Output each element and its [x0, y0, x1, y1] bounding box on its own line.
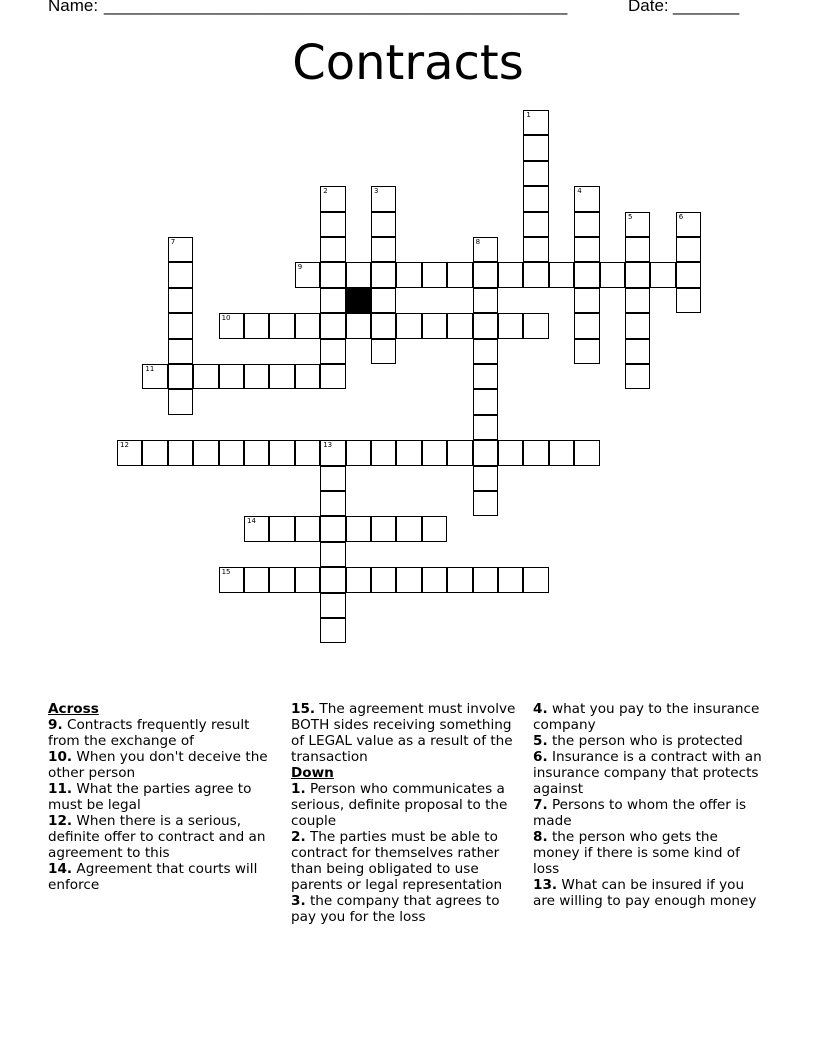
grid-cell[interactable] — [168, 339, 193, 364]
grid-cell[interactable] — [473, 466, 498, 491]
name-blank-line[interactable]: _________________________________________________ — [104, 0, 568, 15]
grid-cell[interactable] — [574, 339, 599, 364]
grid-cell[interactable] — [625, 288, 650, 313]
clue-text: what you pay to the insurance company — [533, 701, 760, 733]
grid-cell[interactable] — [371, 339, 396, 364]
grid-cell[interactable] — [193, 364, 218, 389]
grid-cell[interactable] — [447, 262, 472, 287]
cell-number: 14 — [247, 517, 256, 526]
grid-cell[interactable] — [320, 262, 345, 287]
cell-number: 1 — [526, 111, 531, 119]
grid-cell[interactable] — [625, 339, 650, 364]
clue-number: 7. — [533, 797, 548, 813]
grid-cell[interactable] — [473, 491, 498, 516]
clue-text: Insurance is a contract with an insurance company that protects against — [533, 749, 762, 797]
grid-cell[interactable] — [396, 567, 421, 592]
grid-cell[interactable] — [676, 262, 701, 287]
grid-cell[interactable] — [625, 364, 650, 389]
grid-cell[interactable] — [523, 440, 548, 465]
clue-text: Person who communicates a serious, definite proposal to the couple — [291, 781, 508, 829]
clue-text: The agreement must involve BOTH sides receiving something of LEGAL value as a result of the transaction — [291, 701, 516, 765]
clue-number: 2. — [291, 829, 306, 845]
clue-number: 4. — [533, 701, 548, 717]
grid-cell[interactable] — [295, 567, 320, 592]
clue-number: 14. — [48, 861, 73, 877]
clue-down-13 — [533, 877, 768, 909]
grid-cell[interactable] — [422, 313, 447, 338]
grid-cell[interactable] — [574, 313, 599, 338]
clue-across-11 — [48, 781, 283, 813]
grid-cell[interactable] — [549, 440, 574, 465]
grid-cell[interactable] — [473, 567, 498, 592]
grid-cell[interactable] — [498, 440, 523, 465]
grid-cell[interactable] — [168, 364, 193, 389]
grid-cell[interactable] — [523, 262, 548, 287]
grid-cell[interactable] — [676, 212, 701, 237]
grid-cell[interactable] — [498, 262, 523, 287]
grid-cell[interactable] — [422, 262, 447, 287]
grid-cell[interactable] — [676, 237, 701, 262]
grid-cell[interactable] — [447, 567, 472, 592]
clue-across-14 — [48, 861, 283, 893]
grid-cell[interactable] — [473, 339, 498, 364]
grid-cell[interactable] — [422, 440, 447, 465]
grid-cell[interactable] — [244, 364, 269, 389]
grid-cell[interactable] — [574, 237, 599, 262]
across-heading: Across — [48, 701, 99, 717]
grid-cell[interactable] — [625, 313, 650, 338]
clue-number: 8. — [533, 829, 548, 845]
grid-cell[interactable] — [295, 262, 320, 287]
grid-cell[interactable] — [320, 186, 345, 211]
grid-cell[interactable] — [320, 364, 345, 389]
cell-number: 6 — [678, 212, 684, 221]
grid-cell[interactable] — [244, 313, 269, 338]
grid-cell[interactable] — [244, 567, 269, 592]
clue-number: 6. — [533, 749, 548, 765]
grid-cell[interactable] — [269, 364, 294, 389]
grid-cell[interactable] — [244, 516, 269, 541]
grid-cell[interactable] — [371, 212, 396, 237]
clue-number: 3. — [291, 893, 306, 909]
grid-cell[interactable] — [244, 440, 269, 465]
grid-cell[interactable] — [473, 415, 498, 440]
grid-cell[interactable] — [422, 516, 447, 541]
cell-number: 11 — [145, 365, 155, 373]
clue-number: 12. — [48, 813, 73, 829]
grid-cell[interactable] — [498, 313, 523, 338]
date-blank-line[interactable]: _______ — [673, 0, 740, 15]
clue-down-2 — [291, 829, 526, 893]
grid-cell[interactable] — [142, 440, 167, 465]
grid-cell[interactable] — [600, 262, 625, 287]
grid-cell[interactable] — [371, 567, 396, 592]
clue-number: 11. — [48, 781, 73, 797]
grid-cell[interactable] — [396, 313, 421, 338]
clue-down-8 — [533, 829, 768, 877]
clue-number: 9. — [48, 717, 63, 733]
grid-cell[interactable] — [625, 262, 650, 287]
clue-text: Agreement that courts will enforce — [48, 861, 258, 893]
grid-cell[interactable] — [523, 135, 548, 160]
grid-cell[interactable] — [295, 516, 320, 541]
clue-text: The parties must be able to contract for themselves rather than being obligated to use parents or legal representation — [291, 829, 503, 893]
grid-cell[interactable] — [295, 364, 320, 389]
grid-cell[interactable] — [219, 313, 244, 338]
grid-cell[interactable] — [320, 237, 345, 262]
grid-cell[interactable] — [473, 262, 498, 287]
grid-cell[interactable] — [320, 542, 345, 567]
clue-text: the person who gets the money if there is some kind of loss — [533, 829, 740, 877]
grid-cell[interactable] — [320, 212, 345, 237]
clue-number: 15. — [291, 701, 316, 717]
grid-cell[interactable] — [346, 440, 371, 465]
clue-down-7 — [533, 797, 768, 829]
grid-cell[interactable] — [320, 440, 345, 465]
clues-column-1 — [48, 701, 283, 893]
page-title: Contracts — [292, 35, 524, 91]
clue-across-10 — [48, 749, 283, 781]
clue-down-3 — [291, 893, 526, 925]
grid-cell[interactable] — [473, 364, 498, 389]
grid-cell[interactable] — [473, 440, 498, 465]
grid-cell[interactable] — [549, 262, 574, 287]
clue-text: the company that agrees to pay you for the loss — [291, 893, 500, 925]
cell-number: 9 — [297, 263, 303, 272]
down-heading: Down — [291, 765, 334, 781]
grid-cell[interactable] — [625, 212, 650, 237]
clue-down-6 — [533, 749, 768, 797]
clue-text: When there is a serious, definite offer to contract and an agreement to this — [48, 813, 266, 861]
grid-cell[interactable] — [320, 516, 345, 541]
grid-cell[interactable] — [574, 440, 599, 465]
clue-text: Contracts frequently result from the exchange of — [48, 717, 250, 749]
cell-number: 4 — [577, 187, 582, 196]
cell-number: 8 — [475, 238, 481, 246]
grid-cell[interactable] — [320, 288, 345, 313]
grid-cell[interactable] — [473, 288, 498, 313]
grid-cell[interactable] — [396, 262, 421, 287]
grid-cell[interactable] — [447, 313, 472, 338]
grid-cell[interactable] — [498, 567, 523, 592]
cell-number: 12 — [120, 441, 129, 450]
grid-cell[interactable] — [219, 440, 244, 465]
grid-cell[interactable] — [320, 313, 345, 338]
grid-cell[interactable] — [320, 593, 345, 618]
clue-down-4 — [533, 701, 768, 733]
grid-cell[interactable] — [371, 237, 396, 262]
clue-number: 5. — [533, 733, 548, 749]
grid-cell[interactable] — [523, 237, 548, 262]
grid-cell[interactable] — [168, 313, 193, 338]
grid-cell[interactable] — [219, 567, 244, 592]
cell-number: 2 — [323, 187, 328, 196]
grid-cell[interactable] — [168, 237, 193, 262]
grid-cell[interactable] — [625, 237, 650, 262]
clue-number: 10. — [48, 749, 73, 765]
grid-cell[interactable] — [473, 389, 498, 414]
grid-cell[interactable] — [219, 364, 244, 389]
grid-cell[interactable] — [295, 440, 320, 465]
grid-cell[interactable] — [269, 516, 294, 541]
grid-cell[interactable] — [193, 440, 218, 465]
cell-number: 10 — [221, 314, 231, 323]
clue-text: the person who is protected — [551, 733, 743, 749]
grid-cell[interactable] — [371, 186, 396, 211]
name-label: Name: — [48, 0, 99, 15]
clue-across-9 — [48, 717, 283, 749]
clue-across-12 — [48, 813, 283, 861]
grid-cell[interactable] — [473, 313, 498, 338]
clue-text: What the parties agree to must be legal — [48, 781, 252, 813]
grid-cell[interactable] — [396, 516, 421, 541]
grid-cell[interactable] — [346, 313, 371, 338]
grid-cell[interactable] — [142, 364, 167, 389]
grid-cell[interactable] — [371, 516, 396, 541]
grid-cell[interactable] — [168, 389, 193, 414]
cell-number: 3 — [374, 187, 379, 196]
grid-cell[interactable] — [320, 339, 345, 364]
grid-cell[interactable] — [168, 440, 193, 465]
grid-cell[interactable] — [346, 567, 371, 592]
cell-number: 7 — [170, 238, 176, 246]
grid-cell[interactable] — [574, 288, 599, 313]
grid-cell[interactable] — [320, 567, 345, 592]
clue-number: 13. — [533, 877, 558, 893]
clue-down-5 — [533, 733, 768, 749]
grid-cell[interactable] — [320, 466, 345, 491]
grid-cell[interactable] — [396, 440, 421, 465]
grid-cell[interactable] — [523, 161, 548, 186]
grid-cell[interactable] — [371, 440, 396, 465]
grid-cell[interactable] — [447, 440, 472, 465]
grid-cell[interactable] — [523, 313, 548, 338]
grid-cell[interactable] — [523, 186, 548, 211]
grid-cell[interactable] — [269, 440, 294, 465]
grid-cell[interactable] — [574, 262, 599, 287]
clues-column-2 — [291, 701, 526, 925]
grid-cell[interactable] — [650, 262, 675, 287]
grid-cell[interactable] — [269, 313, 294, 338]
grid-cell[interactable] — [523, 110, 548, 135]
grid-cell[interactable] — [168, 288, 193, 313]
cell-number: 15 — [221, 568, 231, 577]
clue-down-1 — [291, 781, 526, 829]
grid-cell[interactable] — [574, 212, 599, 237]
cell-number: 5 — [628, 212, 633, 221]
grid-cell[interactable] — [295, 313, 320, 338]
grid-cell[interactable] — [676, 288, 701, 313]
clue-number: 1. — [291, 781, 306, 797]
grid-cell[interactable] — [269, 567, 294, 592]
grid-cell[interactable] — [523, 212, 548, 237]
blocked-cell — [346, 288, 371, 313]
grid-cell[interactable] — [473, 237, 498, 262]
cell-number: 13 — [323, 441, 333, 450]
grid-cell[interactable] — [422, 567, 447, 592]
grid-cell[interactable] — [320, 491, 345, 516]
grid-cell[interactable] — [371, 288, 396, 313]
grid-cell[interactable] — [320, 618, 345, 643]
grid-cell[interactable] — [346, 516, 371, 541]
date-label: Date: — [628, 0, 669, 15]
clue-across-15 — [291, 701, 526, 765]
clue-text: When you don't deceive the other person — [48, 749, 268, 781]
grid-cell[interactable] — [371, 313, 396, 338]
grid-cell[interactable] — [371, 262, 396, 287]
grid-cell[interactable] — [574, 186, 599, 211]
clue-text: What can be insured if you are willing to pay enough money — [533, 877, 757, 909]
grid-cell[interactable] — [117, 440, 142, 465]
grid-cell[interactable] — [346, 262, 371, 287]
grid-cell[interactable] — [523, 567, 548, 592]
clue-text: Persons to whom the offer is made — [533, 797, 747, 829]
clues-column-3 — [533, 701, 768, 909]
grid-cell[interactable] — [168, 262, 193, 287]
